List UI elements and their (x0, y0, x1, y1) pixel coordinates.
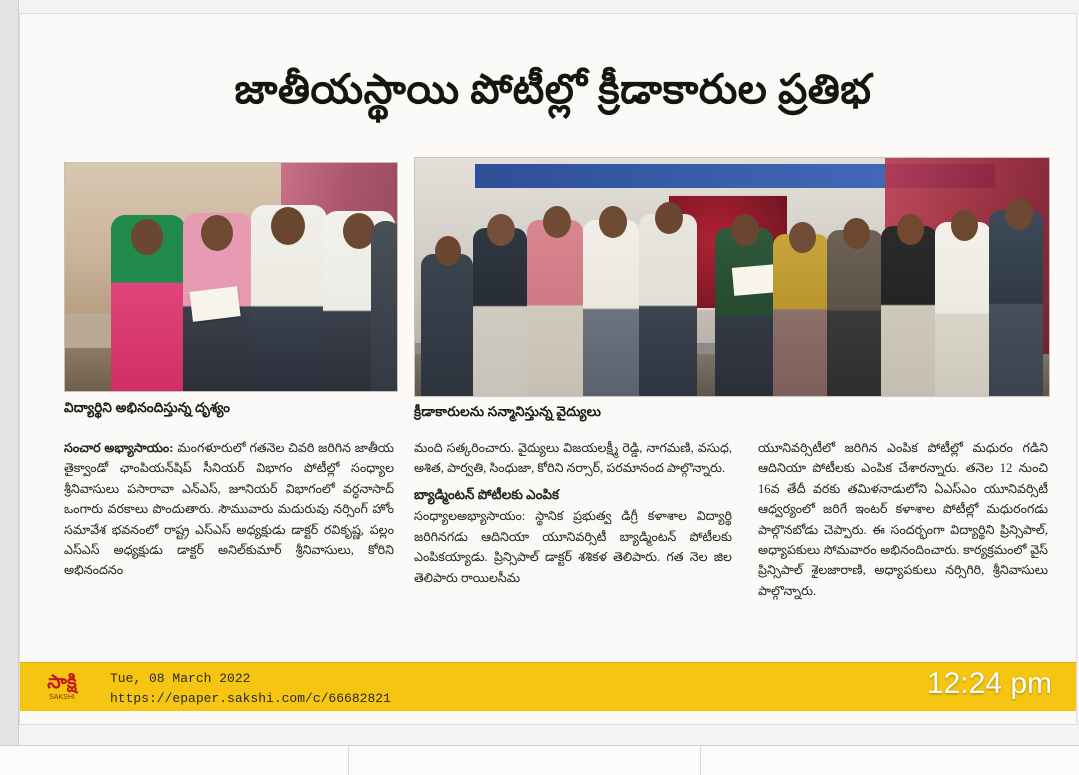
photo2-person-8 (827, 230, 883, 396)
source-url[interactable]: https://epaper.sakshi.com/c/66682821 (110, 691, 391, 707)
column1-paragraph (64, 438, 394, 581)
column3-paragraph: యూనివర్సిటీలో జరిగిన ఎంపిక పోటీల్లో మధురం గడిని ఆదినియా పోటీలకు ఎంపిక చేశారన్నారు. తనెల 12 నుంచి 16వ తేదీ వరకు తమిళనాడులోని ఏఎస్‌ఎం యూనివర్సిటీ ఆధ్వర్యంలో జరిగే ఇంటర్ కళాశాల పోటీల్లో మధురంగడు పాల్గొనబోడు చెప్పారు. ఈ సందర్భంగా విద్యార్థిని ప్రిన్సిపాల్, అధ్యాపకులు సోమవారం అభినందించారు. కార్యక్రమంలో వైస్ ప్రిన్సిపాల్ శైలజారాణి, అధ్యాపకులు నర్సిగిరి, శ్రీనివాసులు పాల్గొన్నారు. (758, 441, 1048, 598)
photo2-person-6-head (731, 214, 759, 246)
photo2-person-1-head (435, 236, 461, 266)
bottom-cell-3[interactable] (700, 746, 1079, 775)
photo2-person-10 (935, 222, 991, 396)
sakshi-logo-text: సాక్షి (47, 672, 77, 693)
page-left-margin (0, 0, 19, 745)
photo2-caption: క్రీడాకారులను సన్మానిస్తున్న వైద్యులు (414, 404, 602, 419)
photo-group-felicitation (414, 157, 1050, 397)
page-title: జాతీయస్థాయి పోటీల్లో క్రీడాకారుల ప్రతిభ (234, 66, 872, 112)
article-column-2 (414, 438, 732, 590)
column2-subheading: బ్యాడ్మింటన్ పోటీలకు ఎంపిక (414, 486, 559, 502)
photo-award-ceremony (64, 162, 398, 392)
photo2-person-9 (881, 226, 937, 396)
photo2-person-3 (527, 220, 583, 396)
photo1-caption: విద్యార్థిని అభినందిస్తున్న దృశ్యం (64, 400, 231, 415)
article-column-3 (758, 438, 1048, 603)
photo1-person-5 (371, 221, 398, 391)
photo2-person-2-head (487, 214, 515, 246)
photo1-person-3-head (271, 207, 305, 245)
photo2-person-5 (639, 214, 697, 396)
epaper-footer-bar (20, 662, 1076, 711)
photo2-person-2 (473, 228, 527, 396)
column1-body: మంగళూరులో గతనెల చివరి జరిగిన జాతీయ తైక్వాండో ఛాంపియన్‌షిప్ సీనియర్ విభాగం పోటీల్లో సంధ్యాల శ్రీనివాసులు పసారావా ఎన్‌ఎస్, జూనియర్ విభాగంలో వర్ధనాసాద్ ఒంగారు వరకాలు పొందుతారు. సౌమువారు మదురువు నర్సింగ్ హోం సమావేశ భవనంలో రాష్ట్ర ఎస్ఎస్ అధ్యక్షుడు డాక్టర్ రవికృష్ణ, పల్లం ఎస్ఎస్ అధ్యక్షుడు డాక్టర్ అనిల్‌కుమార్ శ్రీనివాసులు, కోరిని అభినందనం (64, 441, 394, 578)
photo2-person-8-head (843, 218, 870, 249)
photo2-person-1 (421, 254, 473, 396)
publication-date: Tue, 08 March 2022 (110, 671, 251, 686)
photo2-person-3-head (543, 206, 571, 238)
sakshi-logo-subtext: SAKSHI (49, 694, 75, 701)
photo2-person-4 (583, 220, 639, 396)
footer-metadata (110, 669, 391, 709)
photo2-person-9-head (897, 214, 924, 245)
bottom-cell-1[interactable] (0, 746, 349, 775)
sakshi-logo (26, 666, 98, 708)
photo2-person-6-athlete (715, 228, 773, 396)
newspaper-clipping (20, 14, 1076, 724)
bottom-cell-2[interactable] (348, 746, 701, 775)
photo2-certificate (732, 264, 778, 296)
article-column-1 (64, 438, 394, 583)
clock-overlay: 12:24 pm (926, 667, 1052, 700)
column2-paragraph: మంది సత్కరించారు. వైద్యులు విజయలక్ష్మీ రెడ్డి, నాగమణి, వసుధ, అశిత, పార్వతి, సింధుజా, కోరిని నర్సార్, పరమానంద పాల్గొన్నారు. (414, 441, 732, 476)
photo2-person-7-head (789, 222, 816, 253)
photo2-person-4-head (599, 206, 627, 238)
column2-paragraph-2: సంధ్యాలఅభ్యాసాయం: స్థానిక ప్రభుత్వ డిగ్రీ కళాశాల విద్యార్థి జరిగినగడు ఆదినియా యూనివర్సిటీ బ్యాడ్మింటన్ పోటీలకు ఎంపికయ్యాడు. ప్రిన్సిపాల్ డాక్టర్ శశికళ తెలిపారు. గత నెల జిల తెలిపారు రాయిలసీమ (414, 509, 732, 585)
photo2-person-5-head (655, 202, 683, 234)
photo2-person-7 (773, 234, 829, 396)
photo1-person-2-head (201, 215, 233, 251)
photo1-certificate (189, 286, 240, 322)
column1-lead: సంచార అభ్యాసాయం: (64, 441, 174, 455)
photo1-person-1-head (131, 219, 163, 255)
host-bottom-strip (0, 745, 1079, 775)
photo2-person-10-head (951, 210, 978, 241)
photo2-person-11 (989, 210, 1043, 396)
photo2-person-11-head (1005, 198, 1033, 230)
